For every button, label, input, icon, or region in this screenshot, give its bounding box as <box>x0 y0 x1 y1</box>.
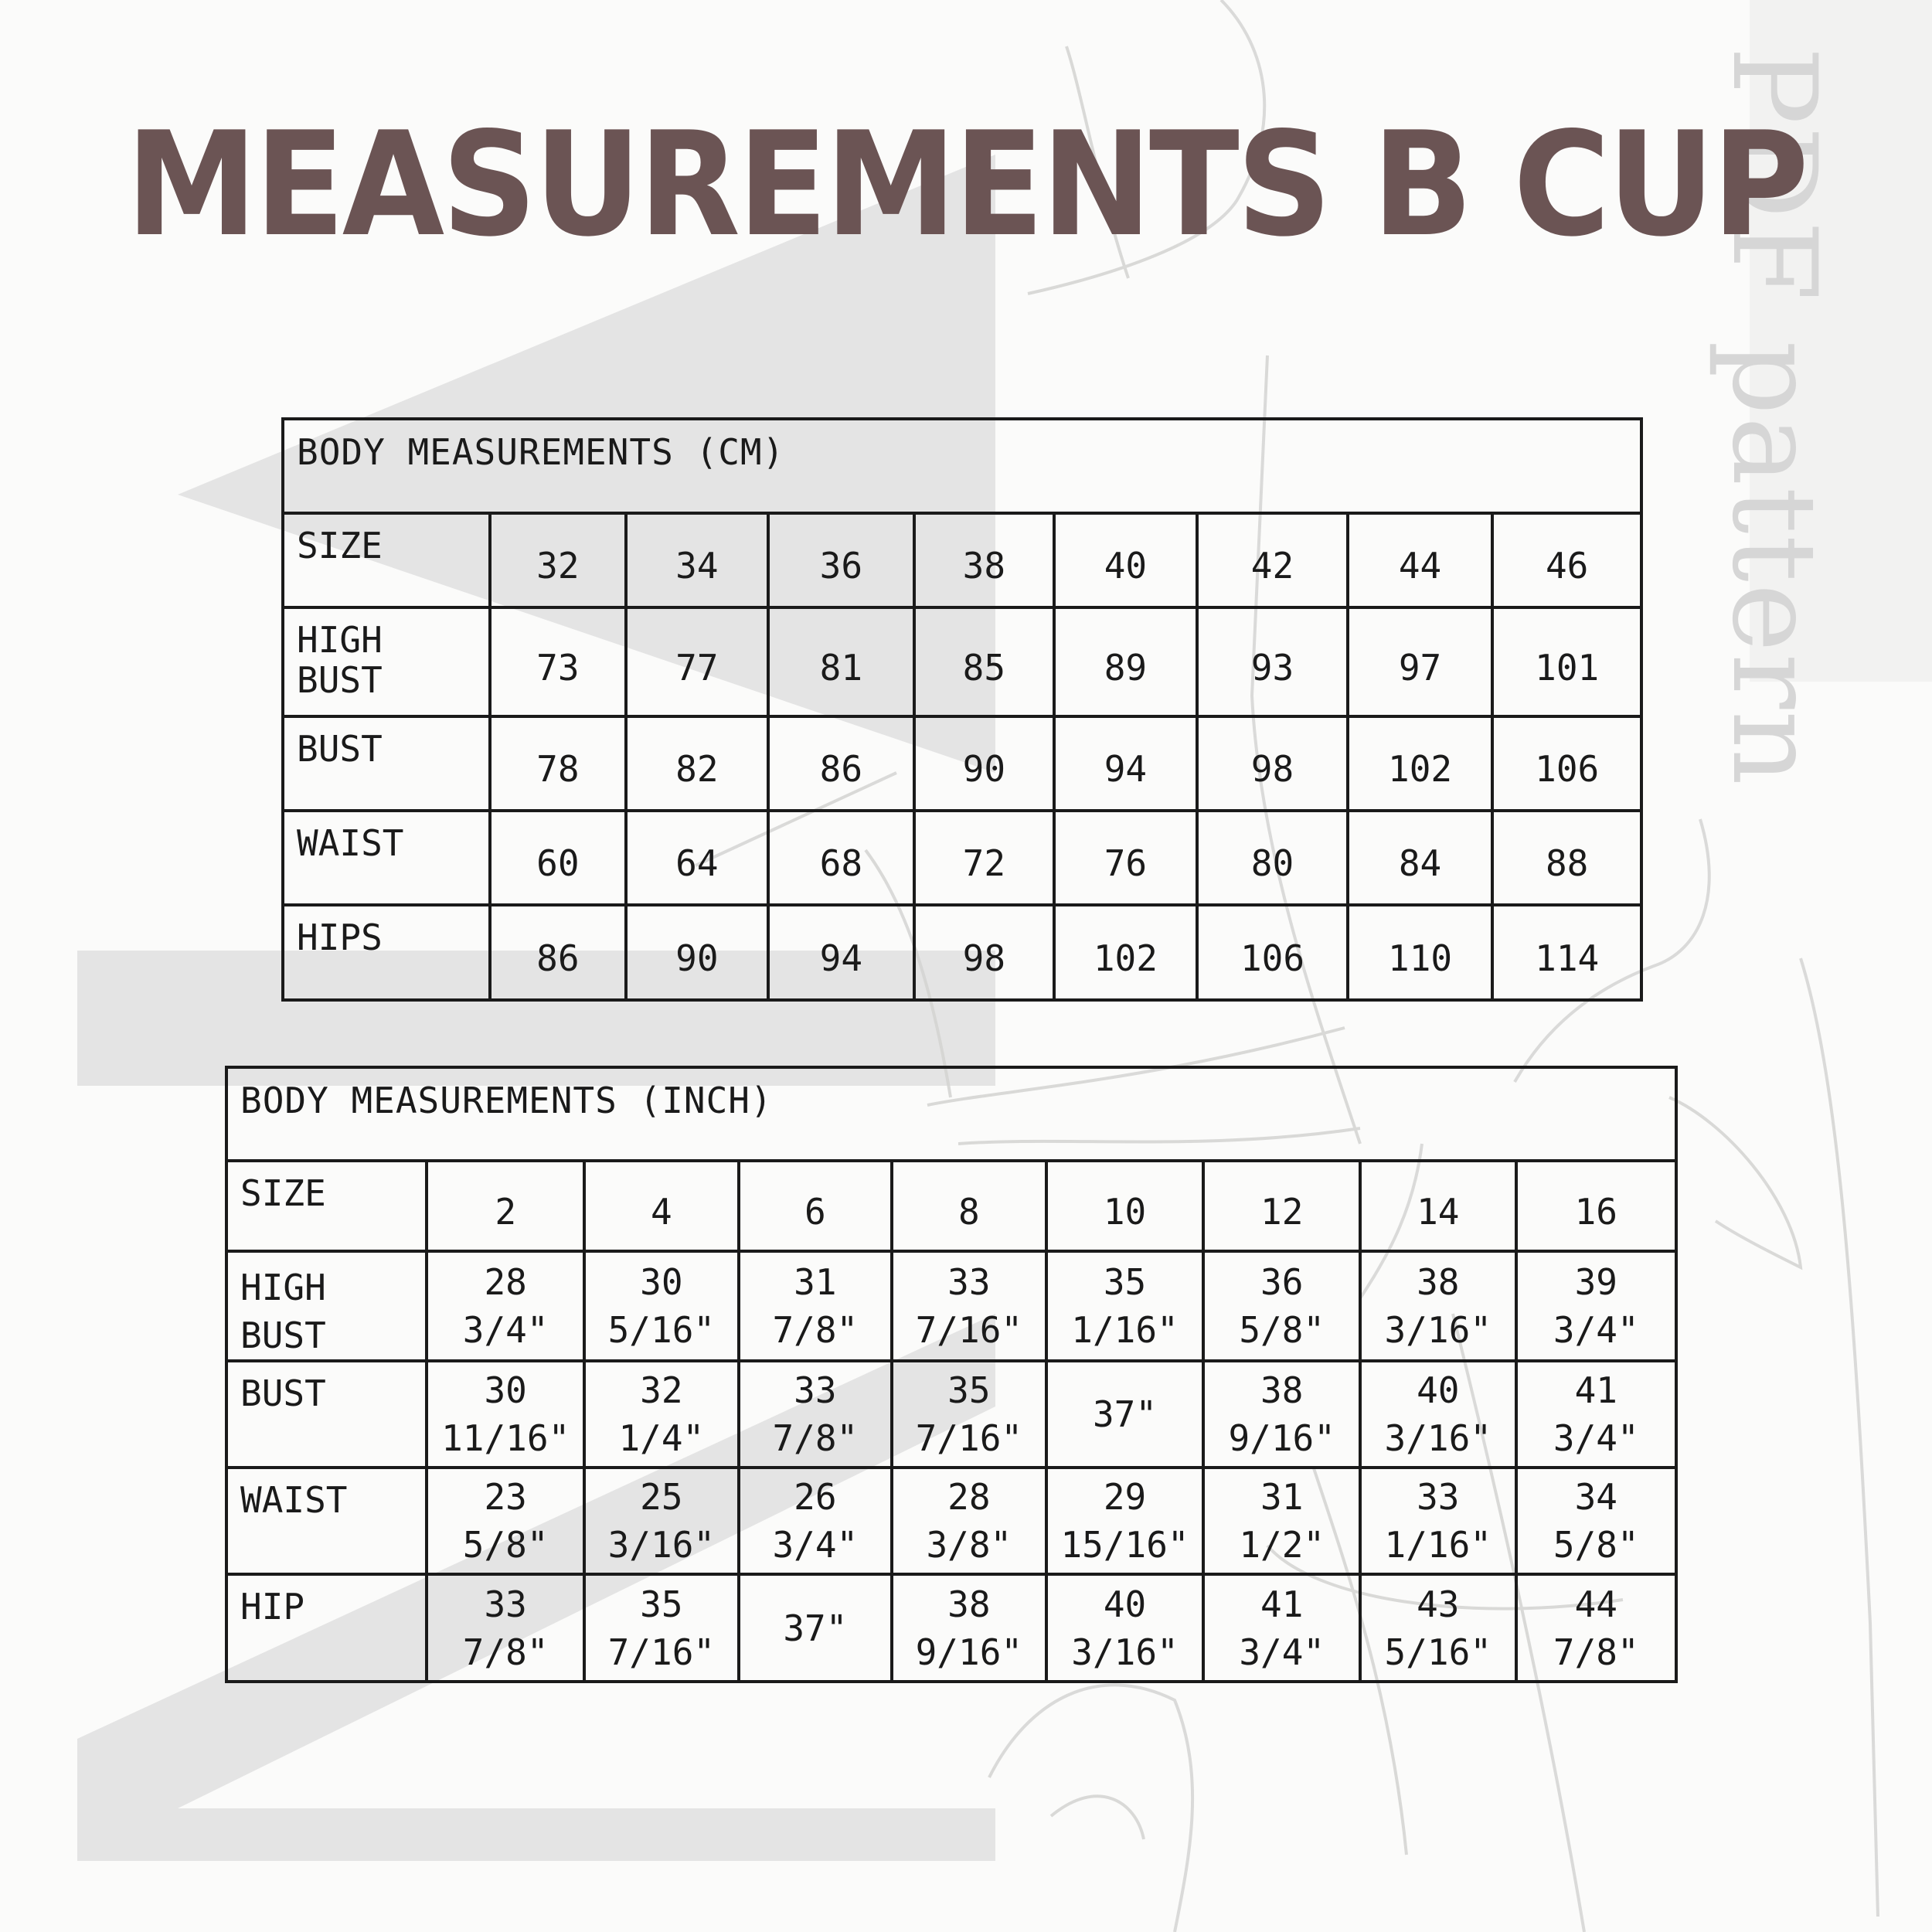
table-cell: 44 7/8" <box>1516 1574 1676 1682</box>
table-cell: 35 1/16" <box>1046 1251 1204 1361</box>
table-cell: 33 7/16" <box>892 1251 1046 1361</box>
table-cell: 86 <box>768 716 914 811</box>
table-cell: 6 <box>739 1161 892 1251</box>
table-cell: 39 3/4" <box>1516 1251 1676 1361</box>
table-cell: 40 3/16" <box>1360 1361 1516 1468</box>
table-cell: 32 <box>490 513 627 607</box>
table-cell: 114 <box>1492 905 1641 1000</box>
row-label: WAIST <box>226 1468 427 1574</box>
table-cell: 31 1/2" <box>1203 1468 1360 1574</box>
table-cell: 37" <box>1046 1361 1204 1468</box>
table-cell: 82 <box>626 716 768 811</box>
table-cell: 73 <box>490 607 627 716</box>
table-row <box>283 513 1641 607</box>
table-cell: 35 7/16" <box>892 1361 1046 1468</box>
row-label: BUST <box>283 716 490 811</box>
table-cell: 72 <box>914 811 1054 905</box>
table-cell: 90 <box>626 905 768 1000</box>
measurement-table-cm <box>281 417 1643 1002</box>
table-cell: 41 3/4" <box>1516 1361 1676 1468</box>
table-cell: 16 <box>1516 1161 1676 1251</box>
table-cell: 80 <box>1197 811 1348 905</box>
table-cell: 110 <box>1348 905 1493 1000</box>
page-title: MEASUREMENTS B CUP <box>125 100 1807 268</box>
table-row <box>226 1574 1676 1682</box>
table-cell: 35 7/16" <box>584 1574 739 1682</box>
table-cell: 2 <box>427 1161 584 1251</box>
table-cell: 30 5/16" <box>584 1251 739 1361</box>
table-cell: 40 3/16" <box>1046 1574 1204 1682</box>
table-cell: 76 <box>1054 811 1198 905</box>
table-cell: 37" <box>739 1574 892 1682</box>
table-cell: 38 9/16" <box>1203 1361 1360 1468</box>
table-cell: 30 11/16" <box>427 1361 584 1468</box>
measurement-table-inch <box>225 1066 1678 1683</box>
side-banner-label: PDF pattern <box>1706 46 1841 787</box>
table-cell: 89 <box>1054 607 1198 716</box>
table-cell: 14 <box>1360 1161 1516 1251</box>
table-caption: BODY MEASUREMENTS (CM) <box>283 419 1641 513</box>
table-row <box>226 1361 1676 1468</box>
table-cell: 81 <box>768 607 914 716</box>
table-cell: 106 <box>1197 905 1348 1000</box>
table-cell: 97 <box>1348 607 1493 716</box>
table-row <box>226 1251 1676 1361</box>
table-cell: 28 3/8" <box>892 1468 1046 1574</box>
table-cell: 102 <box>1054 905 1198 1000</box>
table-cell: 68 <box>768 811 914 905</box>
table-cell: 88 <box>1492 811 1641 905</box>
table-cell: 33 7/8" <box>427 1574 584 1682</box>
row-label: SIZE <box>283 513 490 607</box>
table-cell: 42 <box>1197 513 1348 607</box>
row-label: SIZE <box>226 1161 427 1251</box>
table-cell: 77 <box>626 607 768 716</box>
table-cell: 29 15/16" <box>1046 1468 1204 1574</box>
row-label: WAIST <box>283 811 490 905</box>
table-cell: 31 7/8" <box>739 1251 892 1361</box>
table-cell: 94 <box>1054 716 1198 811</box>
table-row <box>283 905 1641 1000</box>
table-cell: 102 <box>1348 716 1493 811</box>
table-cell: 34 <box>626 513 768 607</box>
row-label: BUST <box>226 1361 427 1468</box>
table-cell: 38 <box>914 513 1054 607</box>
table-cell: 38 9/16" <box>892 1574 1046 1682</box>
table-cell: 4 <box>584 1161 739 1251</box>
table-cell: 10 <box>1046 1161 1204 1251</box>
row-label: HIGH BUST <box>226 1251 427 1361</box>
table-cell: 23 5/8" <box>427 1468 584 1574</box>
table-cell: 36 <box>768 513 914 607</box>
table-cell: 12 <box>1203 1161 1360 1251</box>
table-cell: 44 <box>1348 513 1493 607</box>
table-cell: 46 <box>1492 513 1641 607</box>
table-cell: 8 <box>892 1161 1046 1251</box>
table-row <box>226 1468 1676 1574</box>
table-cell: 33 1/16" <box>1360 1468 1516 1574</box>
table-cell: 78 <box>490 716 627 811</box>
table-row <box>283 607 1641 716</box>
table-cell: 90 <box>914 716 1054 811</box>
table-cell: 94 <box>768 905 914 1000</box>
table-cell: 43 5/16" <box>1360 1574 1516 1682</box>
table-cell: 64 <box>626 811 768 905</box>
table-cell: 41 3/4" <box>1203 1574 1360 1682</box>
table-cell: 84 <box>1348 811 1493 905</box>
table-cell: 86 <box>490 905 627 1000</box>
table-cell: 101 <box>1492 607 1641 716</box>
table-cell: 32 1/4" <box>584 1361 739 1468</box>
table-cell: 98 <box>914 905 1054 1000</box>
table-cell: 40 <box>1054 513 1198 607</box>
table-cell: 34 5/8" <box>1516 1468 1676 1574</box>
table-cell: 93 <box>1197 607 1348 716</box>
table-cell: 60 <box>490 811 627 905</box>
table-cell: 38 3/16" <box>1360 1251 1516 1361</box>
table-cell: 106 <box>1492 716 1641 811</box>
table-row <box>283 716 1641 811</box>
table-row <box>226 1161 1676 1251</box>
table-row <box>283 811 1641 905</box>
table-cell: 36 5/8" <box>1203 1251 1360 1361</box>
row-label: HIGH BUST <box>283 607 490 716</box>
table-cell: 85 <box>914 607 1054 716</box>
row-label: HIP <box>226 1574 427 1682</box>
table-cell: 25 3/16" <box>584 1468 739 1574</box>
table-cell: 28 3/4" <box>427 1251 584 1361</box>
table-cell: 26 3/4" <box>739 1468 892 1574</box>
table-cell: 98 <box>1197 716 1348 811</box>
table-caption: BODY MEASUREMENTS (INCH) <box>226 1067 1676 1161</box>
row-label: HIPS <box>283 905 490 1000</box>
table-cell: 33 7/8" <box>739 1361 892 1468</box>
